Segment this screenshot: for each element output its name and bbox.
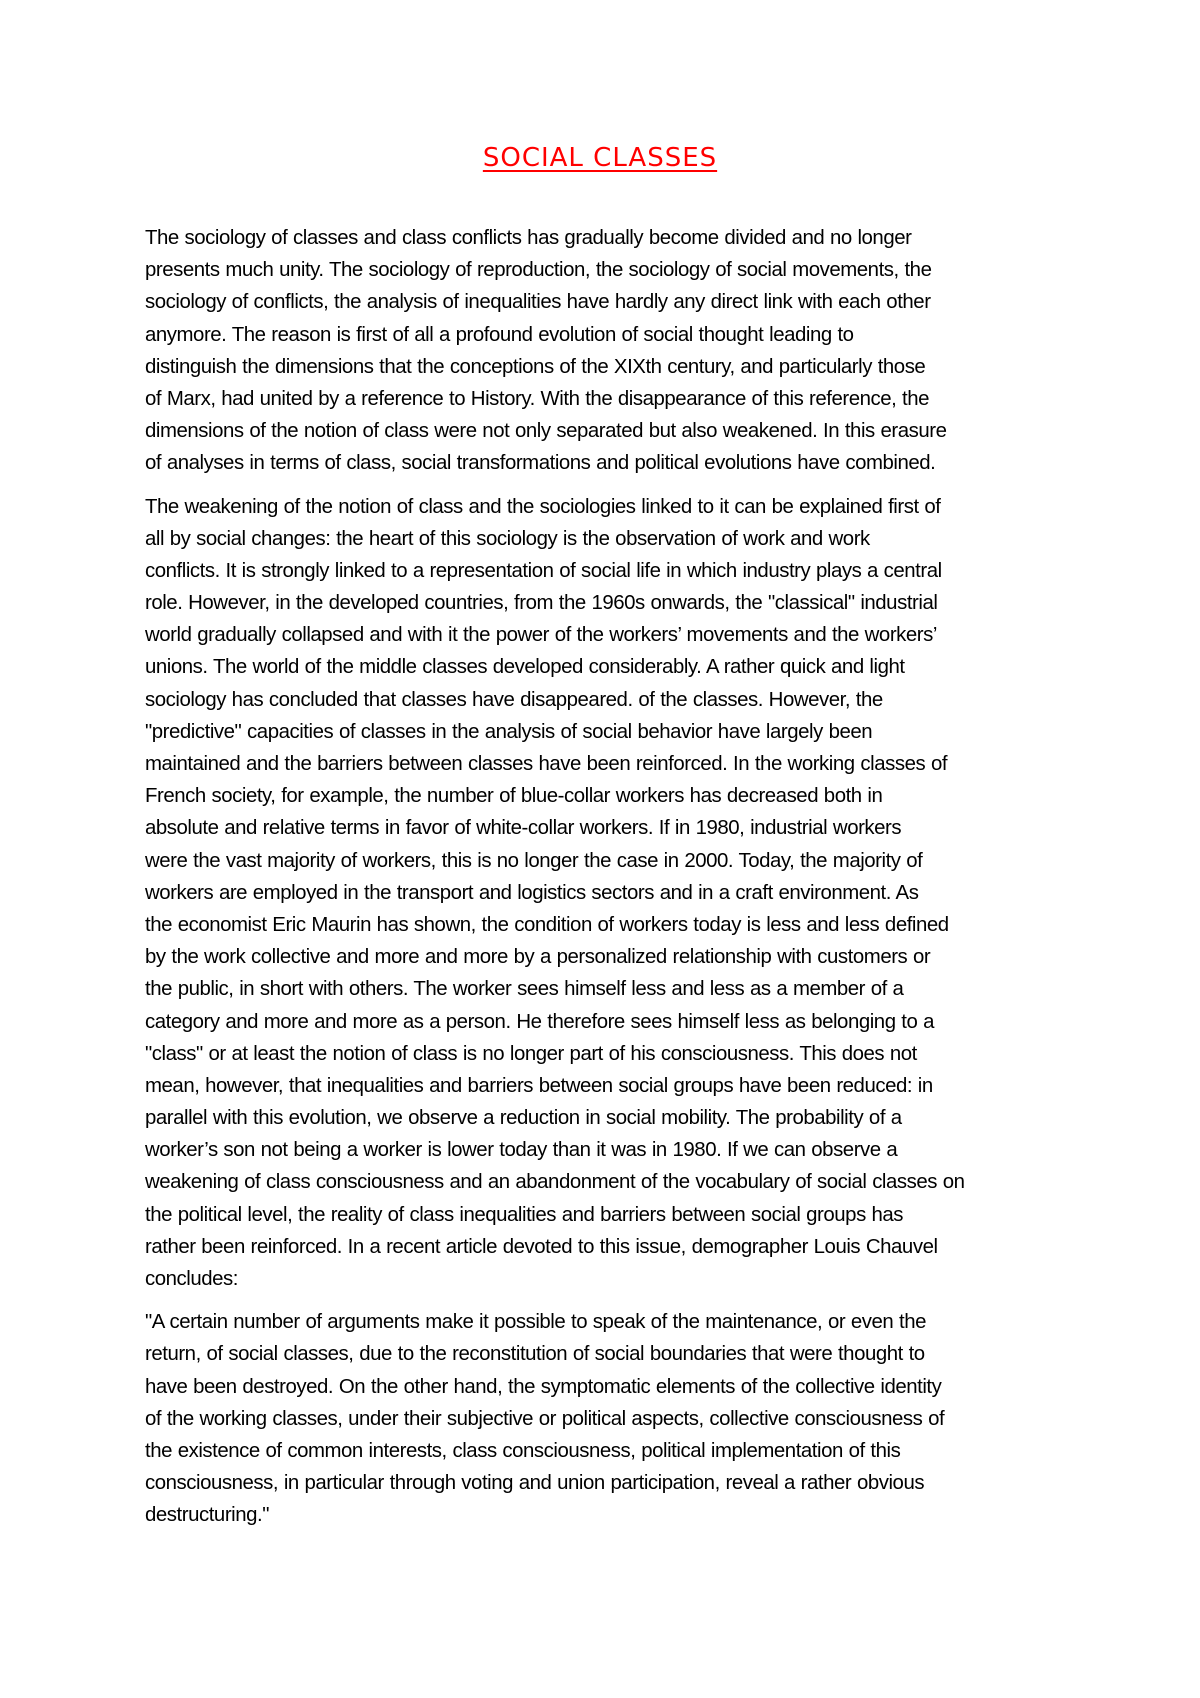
text-line: the public, in short with others. The worker sees himself less and less as a member of a [145,978,904,1001]
paragraph-quote [145,1306,1090,1531]
text-line: distinguish the dimensions that the conceptions of the XIXth century, and particularly those [145,355,926,378]
text-line: parallel with this evolution, we observe a reduction in social mobility. The probability of a [145,1107,902,1130]
text-line: of the working classes, under their subjective or political aspects, collective consciousness of [145,1407,945,1430]
paragraph-intro [145,222,1090,480]
text-line: mean, however, that inequalities and barriers between social groups have been reduced: in [145,1074,933,1097]
text-line: The weakening of the notion of class and the sociologies linked to it can be explained first of [145,495,941,518]
text-line: weakening of class consciousness and an abandonment of the vocabulary of social classes on [145,1171,965,1194]
text-line: the political level, the reality of class inequalities and barriers between social groups has [145,1203,904,1226]
text-line: unions. The world of the middle classes developed considerably. A rather quick and light [145,656,905,679]
text-line: concludes: [145,1268,238,1290]
text-line: the existence of common interests, class consciousness, political implementation of this [145,1439,901,1462]
text-line: presents much unity. The sociology of reproduction, the sociology of social movements, the [145,259,932,282]
text-line: return, of social classes, due to the reconstitution of social boundaries that were thought to [145,1343,925,1366]
text-line: destructuring." [145,1504,270,1527]
text-line: have been destroyed. On the other hand, the symptomatic elements of the collective identity [145,1375,942,1398]
text-line: role. However, in the developed countries, from the 1960s onwards, the "classical" industrial [145,592,938,615]
text-line: the economist Eric Maurin has shown, the condition of workers today is less and less defined [145,913,949,936]
text-line: sociology of conflicts, the analysis of inequalities have hardly any direct link with each other [145,291,931,314]
text-line: world gradually collapsed and with it the power of the workers’ movements and the workers’ [145,624,937,647]
text-line: category and more and more as a person. He therefore sees himself less as belonging to a [145,1010,935,1033]
text-line: sociology has concluded that classes have disappeared. of the classes. However, the [145,688,883,711]
text-line: were the vast majority of workers, this is no longer the case in 2000. Today, the majority of [145,849,923,872]
text-line: dimensions of the notion of class were not only separated but also weakened. In this erasure [145,420,947,443]
text-line: workers are employed in the transport and logistics sectors and in a craft environment. As [145,881,919,904]
text-line: "A certain number of arguments make it possible to speak of the maintenance, or even the [145,1311,927,1334]
text-line: consciousness, in particular through voting and union participation, reveal a rather obvious [145,1472,925,1495]
text-line: "class" or at least the notion of class is no longer part of his consciousness. This does not [145,1042,917,1065]
text-line: absolute and relative terms in favor of white-collar workers. If in 1980, industrial workers [145,817,902,840]
text-line: maintained and the barriers between classes have been reinforced. In the working classes of [145,753,948,775]
text-line: by the work collective and more and more by a personalized relationship with customers or [145,946,931,969]
text-line: conflicts. It is strongly linked to a representation of social life in which industry plays a central [145,559,942,582]
document-title: SOCIAL CLASSES [482,143,718,173]
text-line: of Marx, had united by a reference to History. With the disappearance of this reference, the [145,387,930,410]
text-line: "predictive" capacities of classes in the analysis of social behavior have largely been [145,720,873,743]
text-line: French society, for example, the number of blue-collar workers has decreased both in [145,785,883,808]
text-line: The sociology of classes and class conflicts has gradually become divided and no longer [145,227,912,249]
document-body [145,222,1090,1543]
text-line: anymore. The reason is first of all a profound evolution of social thought leading to [145,323,854,346]
text-line: all by social changes: the heart of this sociology is the observation of work and work [145,527,870,550]
paragraph-weakening [145,491,1090,1296]
text-line: of analyses in terms of class, social transformations and political evolutions have combined. [145,452,936,475]
text-line: rather been reinforced. In a recent article devoted to this issue, demographer Louis Chauvel [145,1235,938,1258]
text-line: worker’s son not being a worker is lower today than it was in 1980. If we can observe a [145,1139,898,1162]
